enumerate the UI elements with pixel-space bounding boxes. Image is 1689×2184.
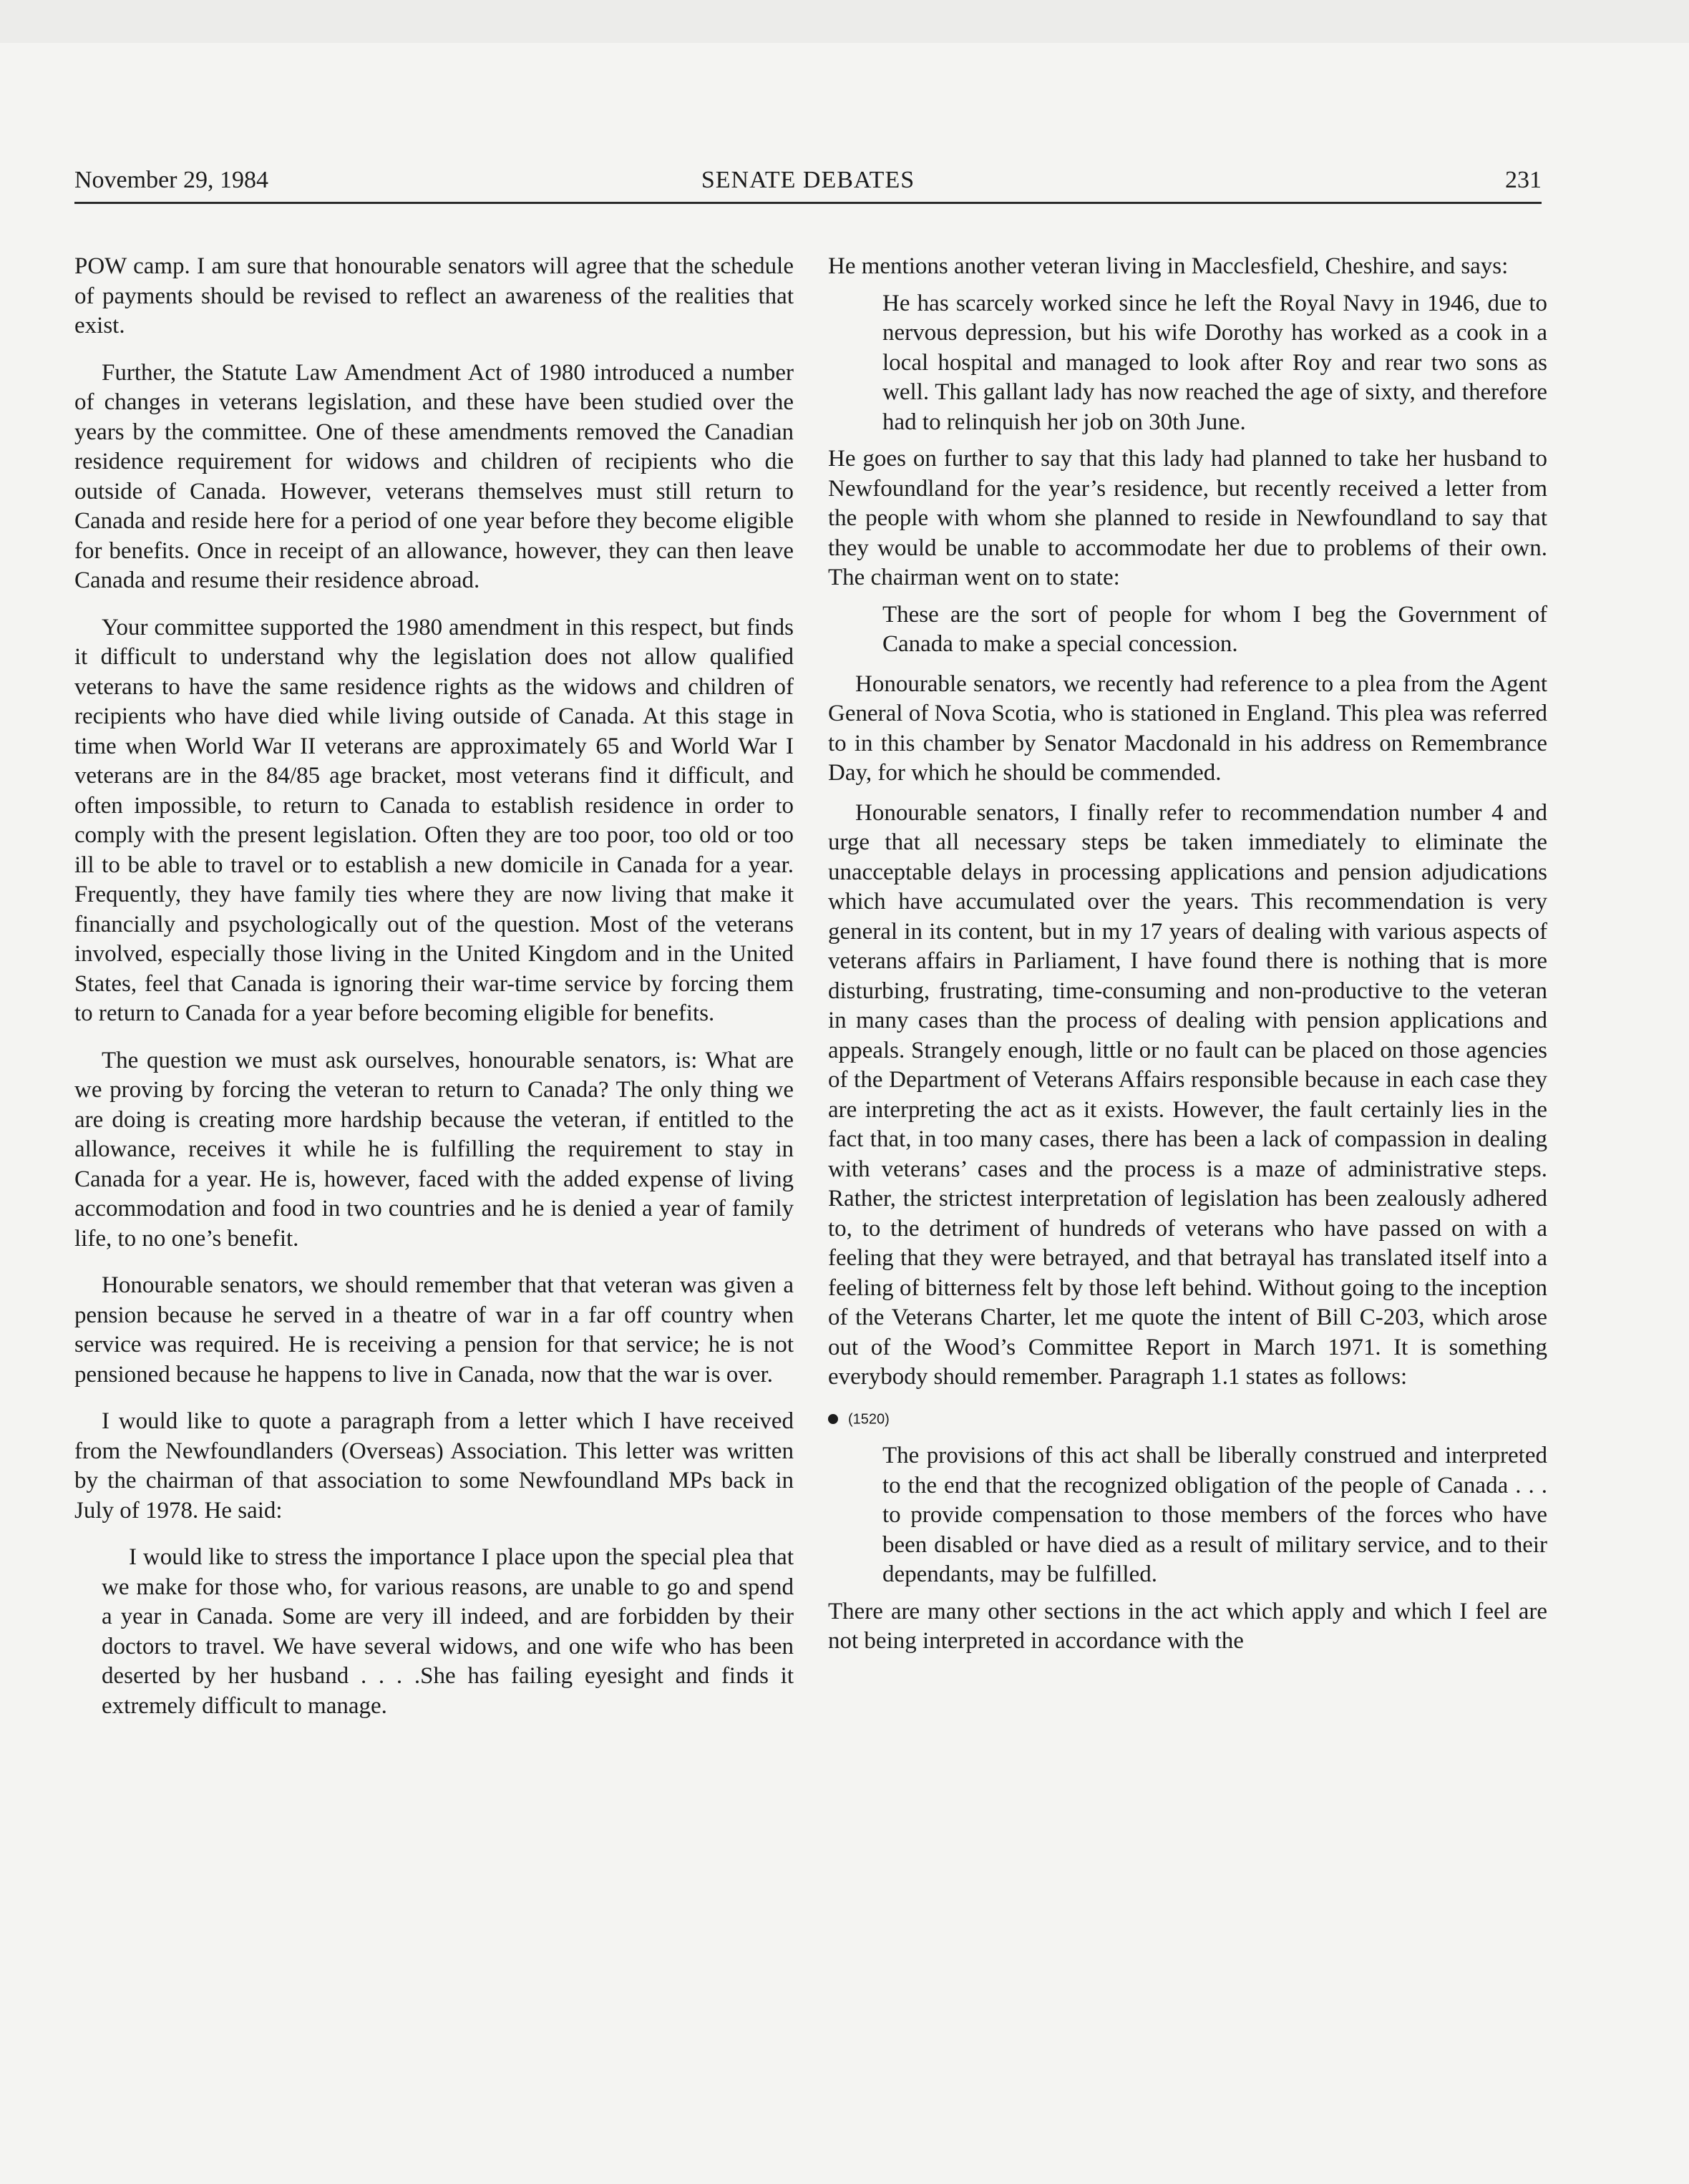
block-quote: He has scarcely worked since he left the Royal Navy in 1946, due to nervous depression, but his wife Dorothy has worked as a cook in a local hospital and managed to look after Roy and rear two sons as well. This gallant lady has now reached the age of sixty, and therefore had to relinquish her job on 30th June. bbox=[882, 290, 1547, 435]
time-marker-label: (1520) bbox=[848, 1411, 890, 1428]
left-column bbox=[74, 252, 794, 1721]
paragraph: The question we must ask ourselves, honourable senators, is: What are we proving by forcing the veteran to return to Canada? The only thing we are doing is creating more hardship because the veteran, if entitled to the allowance, receives it while he is fulfilling the requirement to stay in Canada for a year. He is, however, faced with the added expense of living accommodation and food in two countries and he is denied a year of family life, to no one’s benefit. bbox=[74, 1047, 794, 1252]
page-header bbox=[74, 165, 1542, 204]
paragraph: There are many other sections in the act which apply and which I feel are not being interpreted in accordance with the bbox=[828, 1598, 1547, 1654]
paragraph: Honourable senators, we recently had reference to a plea from the Agent General of Nova Scotia, who is stationed in England. This plea was referred to in this chamber by Senator Macdonald in his address on Remembrance Day, for which he should be commended. bbox=[828, 671, 1547, 786]
paragraph: Your committee supported the 1980 amendment in this respect, but finds it difficult to understand why the legislation does not allow qualified veterans to have the same residence rights as the widows and children of recipients who have died while living outside of Canada. At this stage in time when World War II veterans are approximately 65 and World War I veterans are in the 84/85 age bracket, most veterans find it difficult, and often impossible, to return to Canada to establish residence in order to comply with the present legislation. Often they are too poor, too old or too ill to be able to travel or to establish a new domicile in Canada for a year. Frequently, they have family ties where they are now living that make it financially and psychologically out of the question. Most of the veterans involved, especially those living in the United Kingdom and in the United States, feel that Canada is ignoring their war-time service by forcing them to return to Canada for a year before becoming eligible for benefits. bbox=[74, 614, 794, 1026]
paragraph: He mentions another veteran living in Macclesfield, Cheshire, and says: bbox=[828, 253, 1509, 279]
paragraph: He goes on further to say that this lady had planned to take her husband to Newfoundland for the year’s residence, but recently received a letter from the people with whom she planned to reside in Newfoundland to say that they would be unable to accommodate her due to problems of their own. The chairman went on to state: bbox=[828, 446, 1547, 590]
paragraph: Honourable senators, we should remember that that veteran was given a pension because he served in a theatre of war in a far off country when service was required. He is receiving a pension for that service; he is not pensioned because he happens to live in Canada, now that the war is over. bbox=[74, 1272, 794, 1388]
block-quote: These are the sort of people for whom I beg the Government of Canada to make a special concession. bbox=[882, 601, 1547, 657]
header-title: SENATE DEBATES bbox=[701, 167, 915, 193]
paragraph: Honourable senators, I finally refer to recommendation number 4 and urge that all necessary steps be taken immediately to eliminate the unacceptable delays in processing applications and pension adjudications which have accumulated over the years. This recommendation is very general in its content, but in my 17 years of dealing with various aspects of veterans affairs in Parliament, I have found there is nothing that is more disturbing, frustrating, time-consuming and non-productive to the veteran in many cases than the process of dealing with pension applications and appeals. Strangely enough, little or no fault can be placed on those agencies of the Department of Veterans Affairs responsible because in each case they are interpreting the act as it exists. However, the fault certainly lies in the fact that, in too many cases, there has been a lack of compassion in dealing with veterans’ cases and the process is a maze of administrative steps. Rather, the strictest interpretation of legislation has been zealously adhered to, to the detriment of hundreds of veterans who have passed on with a feeling that they were betrayed, and that betrayal has translated itself into a feeling of bitterness felt by those left behind. Without going to the inception of the Veterans Charter, let me quote the intent of Bill C-203, which arose out of the Wood’s Committee Report in March 1971. It is something everybody should remember. Paragraph 1.1 states as follows: bbox=[828, 799, 1547, 1390]
paragraph: POW camp. I am sure that honourable senators will agree that the schedule of payments should be revised to reflect an awareness of the realities that exist. bbox=[74, 253, 794, 338]
time-marker bbox=[828, 1408, 1547, 1430]
page-edge-shade bbox=[0, 0, 1689, 43]
page-number: 231 bbox=[1505, 167, 1542, 193]
header-date: November 29, 1984 bbox=[74, 167, 269, 193]
paragraph: Further, the Statute Law Amendment Act of 1980 introduced a number of changes in veterans legislation, and these have been studied over the years by the committee. One of these amendments removed the Canadian residence requirement for widows and children of recipients who die outside of Canada. However, veterans themselves must still return to Canada and reside here for a period of one year before they become eligible for benefits. Once in receipt of an allowance, however, they can then leave Canada and resume their residence abroad. bbox=[74, 359, 794, 593]
block-quote: I would like to stress the importance I place upon the special plea that we make for those who, for various reasons, are unable to go and spend a year in Canada. Some are very ill indeed, and are forbidden by their doctors to travel. We have several widows, and one wife who has been deserted by her husband . . . .She has failing eyesight and finds it extremely difficult to manage. bbox=[102, 1544, 794, 1719]
paragraph: I would like to quote a paragraph from a letter which I have received from the Newfoundlanders (Overseas) Association. This letter was written by the chairman of that association to some Newfoundland MPs back in July of 1978. He said: bbox=[74, 1408, 794, 1524]
right-column bbox=[828, 252, 1547, 1657]
bullet-icon bbox=[828, 1414, 838, 1424]
block-quote: The provisions of this act shall be liberally construed and interpreted to the end that the recognized obligation of the people of Canada . . . to provide compensation to those members of the forces who have been disabled or have died as a result of military service, and to their dependants, may be fulfilled. bbox=[882, 1443, 1547, 1588]
